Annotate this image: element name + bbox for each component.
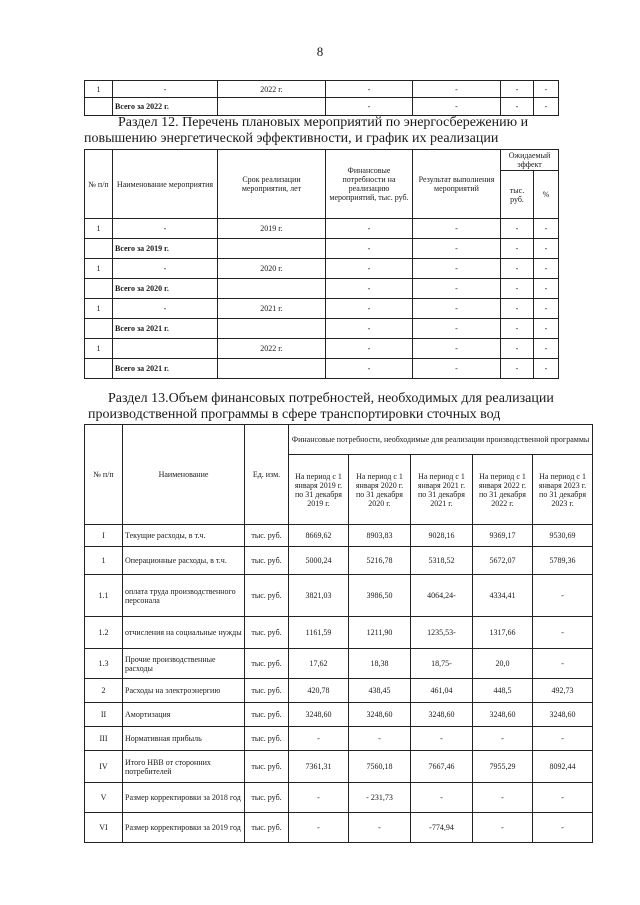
section-12-title-cont (84, 131, 498, 147)
row-value: - (533, 649, 593, 679)
row-value: - (533, 727, 593, 751)
row-value: 1161,59 (289, 617, 349, 649)
row-name: Операционные расходы, в т.ч. (123, 547, 245, 575)
row-effect-rub: - (501, 259, 534, 279)
row-effect-rub: - (501, 319, 534, 339)
row-number: 1 (85, 339, 113, 359)
row-number: III (85, 727, 123, 751)
section-13-table (84, 424, 593, 843)
row-number: 1 (85, 219, 113, 239)
row-need: - (326, 259, 413, 279)
row-value: 448,5 (473, 679, 533, 703)
row-effect-pct: - (534, 359, 559, 379)
row-unit: тыс. руб. (245, 751, 289, 783)
row-name: Всего за 2019 г. (113, 239, 218, 259)
row-need: - (326, 239, 413, 259)
row-effect-pct: - (534, 319, 559, 339)
row-period: 2020 г. (218, 259, 326, 279)
row-effect-rub: - (501, 219, 534, 239)
row-value: 4064,24- (411, 575, 473, 617)
row-number: 1.3 (85, 649, 123, 679)
table-row (85, 751, 593, 783)
row-effect-pct: - (534, 98, 559, 116)
row-value: 5216,78 (349, 547, 411, 575)
row-value: 9369,17 (473, 525, 533, 547)
row-value: 1211,90 (349, 617, 411, 649)
table-row (85, 575, 593, 617)
row-value: 1235,53- (411, 617, 473, 649)
row-value: 5000,24 (289, 547, 349, 575)
row-unit: тыс. руб. (245, 679, 289, 703)
row-value: 3248,60 (349, 703, 411, 727)
table-row (85, 81, 559, 98)
row-result: - (413, 98, 501, 116)
row-value: 3248,60 (533, 703, 593, 727)
s12-header-num: № п/п (85, 150, 113, 219)
table-row (85, 547, 593, 575)
row-value: 5672,07 (473, 547, 533, 575)
row-name: Всего за 2020 г. (113, 279, 218, 299)
row-effect-pct: - (534, 259, 559, 279)
row-value: - (473, 727, 533, 751)
row-result: - (413, 279, 501, 299)
row-need: - (326, 279, 413, 299)
row-name: Размер корректировки за 2018 год (123, 783, 245, 813)
row-effect-rub: - (501, 339, 534, 359)
s13-header-unit: Ед. изм. (245, 425, 289, 525)
row-number: 2 (85, 679, 123, 703)
row-number: 1 (85, 547, 123, 575)
table-row (85, 525, 593, 547)
s13-header-period: На период с 1 января 2022 г. по 31 декабря 2022 г. (473, 455, 533, 525)
row-value: - (289, 727, 349, 751)
page-number: 8 (316, 44, 324, 59)
row-name (113, 339, 218, 359)
row-value: - (533, 813, 593, 843)
row-result: - (413, 299, 501, 319)
row-unit: тыс. руб. (245, 813, 289, 843)
row-need: - (326, 81, 413, 98)
row-result: - (413, 219, 501, 239)
row-effect-rub: - (501, 239, 534, 259)
row-unit: тыс. руб. (245, 727, 289, 751)
table-row (85, 299, 559, 319)
row-number: 1 (85, 299, 113, 319)
table-row (85, 98, 559, 116)
row-number (85, 359, 113, 379)
row-value: 5789,36 (533, 547, 593, 575)
row-effect-pct: - (534, 339, 559, 359)
row-name: оплата труда производственного персонала (123, 575, 245, 617)
row-number: 1 (85, 81, 113, 98)
row-value: 7955,29 (473, 751, 533, 783)
row-period (218, 319, 326, 339)
row-value: 1317,66 (473, 617, 533, 649)
row-effect-pct: - (534, 219, 559, 239)
row-effect-rub: - (501, 81, 534, 98)
table-row (85, 319, 559, 339)
row-number: 1 (85, 259, 113, 279)
row-unit: тыс. руб. (245, 547, 289, 575)
row-need: - (326, 299, 413, 319)
row-effect-pct: - (534, 239, 559, 259)
row-name: Всего за 2022 г. (113, 98, 218, 116)
row-unit: тыс. руб. (245, 649, 289, 679)
row-effect-pct: - (534, 279, 559, 299)
row-unit: тыс. руб. (245, 617, 289, 649)
row-need: - (326, 98, 413, 116)
row-value: - (411, 727, 473, 751)
row-value: - (289, 813, 349, 843)
row-effect-rub: - (501, 279, 534, 299)
row-number (85, 279, 113, 299)
section-13-title-line1: Раздел 13.Объем финансовых потребностей, необходимых для реализации (108, 391, 554, 406)
row-value: - (473, 813, 533, 843)
row-value: 438,45 (349, 679, 411, 703)
table-row (85, 679, 593, 703)
row-need: - (326, 359, 413, 379)
row-result: - (413, 259, 501, 279)
row-value: - (349, 727, 411, 751)
table-row (85, 239, 559, 259)
row-number: VI (85, 813, 123, 843)
table-row (85, 339, 559, 359)
s13-header-period: На период с 1 января 2021 г. по 31 декабря 2021 г. (411, 455, 473, 525)
s12-header-result: Результат выполнения мероприятий (413, 150, 501, 219)
table-row (85, 783, 593, 813)
row-value: 3248,60 (289, 703, 349, 727)
row-unit: тыс. руб. (245, 783, 289, 813)
row-value: - (533, 783, 593, 813)
row-period: 2022 г. (218, 339, 326, 359)
row-value: 3248,60 (473, 703, 533, 727)
row-period (218, 359, 326, 379)
row-period: 2022 г. (218, 81, 326, 98)
s13-header-name: Наименование (123, 425, 245, 525)
row-value: 5318,52 (411, 547, 473, 575)
row-value: 9028,16 (411, 525, 473, 547)
row-effect-pct: - (534, 81, 559, 98)
row-period (218, 239, 326, 259)
row-number: 1.2 (85, 617, 123, 649)
row-value: 8092,44 (533, 751, 593, 783)
s13-header-num: № п/п (85, 425, 123, 525)
row-result: - (413, 339, 501, 359)
table-row (85, 219, 559, 239)
row-name: - (113, 81, 218, 98)
row-name: отчисления на социальные нужды (123, 617, 245, 649)
row-value: 7361,31 (289, 751, 349, 783)
s12-header-need: Финансовые потребности на реализацию мероприятий, тыс. руб. (326, 150, 413, 219)
row-result: - (413, 359, 501, 379)
row-name: Итого НВВ от сторонних потребителей (123, 751, 245, 783)
s13-header-period: На период с 1 января 2019 г. по 31 декабря 2019 г. (289, 455, 349, 525)
row-name: - (113, 219, 218, 239)
row-need: - (326, 219, 413, 239)
row-value: 7667,46 (411, 751, 473, 783)
section-12-title-line2: повышению энергетической эффективности, и график их реализации (84, 131, 499, 146)
row-unit: тыс. руб. (245, 525, 289, 547)
table-row (85, 359, 559, 379)
row-number (85, 319, 113, 339)
table-row (85, 617, 593, 649)
row-unit: тыс. руб. (245, 575, 289, 617)
row-period: 2019 г. (218, 219, 326, 239)
row-value: 492,73 (533, 679, 593, 703)
row-effect-pct: - (534, 299, 559, 319)
table-row (85, 259, 559, 279)
row-value: 461,04 (411, 679, 473, 703)
row-name: Амортизация (123, 703, 245, 727)
table-row (85, 649, 593, 679)
table-row (85, 813, 593, 843)
row-value: 3821,03 (289, 575, 349, 617)
row-value: - (349, 813, 411, 843)
row-effect-rub: - (501, 359, 534, 379)
row-number (85, 98, 113, 116)
row-value: - (289, 783, 349, 813)
section-12-table (84, 149, 559, 379)
row-value: 9530,69 (533, 525, 593, 547)
row-period (218, 279, 326, 299)
row-value: - 231,73 (349, 783, 411, 813)
row-name: Размер корректировки за 2019 год (123, 813, 245, 843)
s12-header-period: Срок реализации мероприятия, лет (218, 150, 326, 219)
row-name: - (113, 259, 218, 279)
row-name: Всего за 2021 г. (113, 359, 218, 379)
row-name: Расходы на электроэнергию (123, 679, 245, 703)
s12-header-pct: % (534, 171, 559, 219)
row-number: II (85, 703, 123, 727)
row-value: 3248,60 (411, 703, 473, 727)
row-number: I (85, 525, 123, 547)
row-period (218, 98, 326, 116)
row-value: 3986,50 (349, 575, 411, 617)
table-row (85, 703, 593, 727)
row-name: Нормативная прибыль (123, 727, 245, 751)
row-value: - (411, 783, 473, 813)
row-number: 1.1 (85, 575, 123, 617)
row-period: 2021 г. (218, 299, 326, 319)
row-value: 18,75- (411, 649, 473, 679)
row-value: 7560,18 (349, 751, 411, 783)
row-unit: тыс. руб. (245, 703, 289, 727)
row-value: - (533, 575, 593, 617)
s12-header-name: Наименование мероприятия (113, 150, 218, 219)
row-value: 8669,62 (289, 525, 349, 547)
section-13-title-cont (88, 407, 500, 423)
row-effect-rub: - (501, 98, 534, 116)
row-name: - (113, 299, 218, 319)
s13-header-period: На период с 1 января 2020 г. по 31 декабря 2020 г. (349, 455, 411, 525)
row-value: 20,0 (473, 649, 533, 679)
row-name: Всего за 2021 г. (113, 319, 218, 339)
section-13-title-line2: производственной программы в сфере транспортировки сточных вод (88, 407, 501, 422)
section-12-title-line1: Раздел 12. Перечень плановых мероприятий по энергосбережению и (118, 115, 529, 130)
row-value: - (533, 617, 593, 649)
row-number (85, 239, 113, 259)
row-value: 18,38 (349, 649, 411, 679)
row-result: - (413, 239, 501, 259)
row-effect-rub: - (501, 299, 534, 319)
row-result: - (413, 81, 501, 98)
row-value: - (473, 783, 533, 813)
row-name: Прочие производственные расходы (123, 649, 245, 679)
section-13-title (108, 391, 554, 407)
row-need: - (326, 339, 413, 359)
top-table (84, 80, 559, 116)
table-row (85, 279, 559, 299)
s13-header-group: Финансовые потребности, необходимые для реализации производственной программы (289, 425, 593, 455)
row-number: V (85, 783, 123, 813)
s12-header-rub: тыс. руб. (501, 171, 534, 219)
row-value: -774,94 (411, 813, 473, 843)
s13-header-period: На период с 1 января 2023 г. по 31 декабря 2023 г. (533, 455, 593, 525)
section-12-title (118, 115, 528, 131)
row-value: 420,78 (289, 679, 349, 703)
row-need: - (326, 319, 413, 339)
row-name: Текущие расходы, в т.ч. (123, 525, 245, 547)
row-value: 4334,41 (473, 575, 533, 617)
row-value: 17,62 (289, 649, 349, 679)
row-number: IV (85, 751, 123, 783)
row-value: 8903,83 (349, 525, 411, 547)
row-result: - (413, 319, 501, 339)
s12-header-effect: Ожидаемый эффект (501, 150, 559, 171)
table-row (85, 727, 593, 751)
